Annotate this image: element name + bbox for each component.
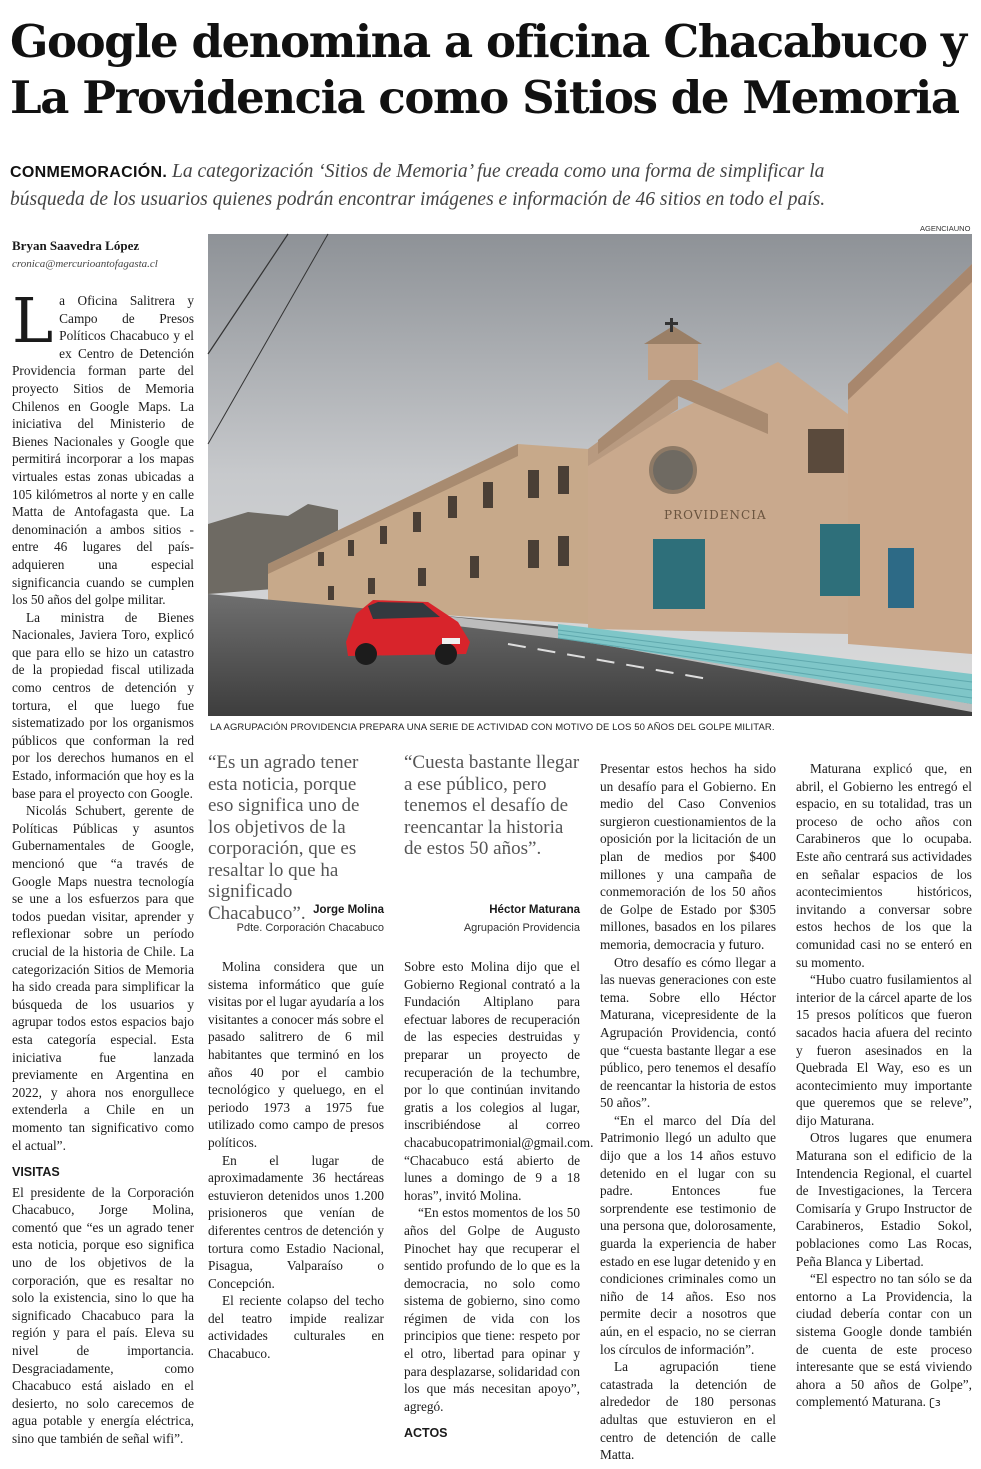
headline [10, 14, 975, 126]
article-photo [208, 234, 972, 716]
paragraph: Molina considera que un sistema informático que guíe visitas por el lugar ayudaría a los visitantes a conocer más sobre el pasado salitrero de 6 mil habitantes que terminó en los años 40 por el cambio tecnológico y queluego, en el periodo 1973 a 1975 fue utilizado como campo de presos políticos. [208, 959, 384, 1150]
paragraph: En el lugar de aproximadamente 36 hectáreas estuvieron detenidos unos 1.200 prisioneros que venían de diferentes centros de detención y tortura como Estadio Nacional, Pisagua, Valparaíso o Concepción. [208, 1152, 384, 1291]
paragraph: “En el marco del Día del Patrimonio llegó un adulto que dijo que a los 14 años estuvo detenido en el lugar con su padre. Entonces fue sorprendente ese testimonio de una persona que, dolorosamente, guarda la experiencia de haber estado en ese lugar detenido y en condiciones criminales como un niño de 14 años. Eso nos permite decir a nosotros que aún, en el espacio, no se cierran los círculos de información”. [600, 1112, 776, 1357]
paragraph: Sobre esto Molina dijo que el Gobierno Regional contrató a la Fundación Altiplano para efectuar labores de recuperación de las especies destruidas y preparar un proyecto de recuperación de la techumbre, por lo que continúan invitando gratis a los colegios al lugar, inscribiéndose al correo chacabucopatrimonial@gmail.com. “Chacabuco está abierto de lunes a domingo de 9 a 18 horas”, invitó Molina. [404, 959, 594, 1203]
paragraph: La agrupación tiene catastrada la detención de alrededor de 180 personas adultas que estuvieron en el centro de detención de calle Matta. [600, 1359, 776, 1463]
paragraph-text: “El espectro no tan sólo se da entorno a La Providencia, la ciudad debería contar con un sistema Google donde también de cuenta de este proceso interesante que se está viviendo ahora a 50 años de Golpe”, complementó Maturana. [796, 1271, 972, 1410]
headline-line-2: La Providencia como Sitios de Memoria [10, 71, 959, 124]
paragraph: “Hubo cuatro fusilamientos al interior de la cárcel aparte de los 15 presos políticos que fueron sacados hacia afuera del recinto y fueron asesinados en la Quebrada El Way, eso es un acontecimiento muy importante que queremos que se releve”, dijo Maturana. [796, 972, 972, 1128]
subheading-actos: ACTOS [404, 1426, 448, 1441]
photo-caption: LA AGRUPACIÓN PROVIDENCIA PREPARA UNA SERIE DE ACTIVIDAD CON MOTIVO DE LOS 50 AÑOS DEL GOLPE MILITAR. [210, 722, 775, 733]
paragraph: Otros lugares que enumera Maturana son el edificio de la Intendencia Regional, el cuartel de Investigaciones, la Tercera Comisaría y Grupo Instructor de Carabineros, Estadio Sokol, poblaciones como Las Rocas, Peña Blanca y Libertad. [796, 1130, 972, 1269]
author-byline: Bryan Saavedra López [12, 238, 140, 253]
author-email: cronica@mercurioantofagasta.cl [12, 258, 158, 270]
lead-line-1: La categorización ‘Sitios de Memoria’ fue creada como una forma de simplificar la [171, 161, 825, 182]
headline-line-1: Google denomina a oficina Chacabuco y [10, 15, 966, 68]
article-column-5 [796, 760, 972, 1460]
pull-quote-maturana: “Cuesta bastante llegar a ese público, pero tenemos el desafío de reencantar la historia de estos 50 años”. [404, 752, 580, 859]
end-mark: ʗɜ [929, 1396, 941, 1410]
lead-line-2: búsqueda de los usuarios quienes podrán encontrar imágenes e información de 46 sitios en todo el país. [10, 189, 826, 210]
pull-quote-molina: “Es un agrado tener esta noticia, porque eso significa uno de los objetivos de la corporación, que es resaltar lo que ha significado Chacabuco”. [208, 752, 360, 924]
subheading-visitas: VISITAS [12, 1165, 60, 1180]
lead-summary [10, 158, 975, 213]
article-column-4 [600, 760, 776, 1463]
paragraph: Presentar estos hechos ha sido un desafío para el Gobierno. En medio del Caso Convenios surgieron cuestionamientos de la oposición por la licitación de un plan de medios por $400 millones y una campaña de conmemoración de los 50 años de Golpe de Estado por $305 millones, basados en los pilares memoria, democracia y futuro. [600, 761, 776, 952]
paragraph: Otro desafío es cómo llegar a las nuevas generaciones con este tema. Sobre ello Héctor Maturana, vicepresidente de la Agrupación Providencia, contó que “cuesta bastante llegar a ese público, pero tenemos el desafío de reencantar la historia de estos 50 años”. [600, 954, 776, 1111]
photo-credit: AGENCIAUNO [920, 224, 971, 233]
section-kicker: CONMEMORACIÓN. [10, 164, 168, 181]
article-column-2 [208, 958, 384, 1418]
paragraph [796, 1270, 972, 1412]
paragraph: Maturana explicó que, en abril, el Gobierno les entregó el espacio, en su totalidad, tras un proceso de ocho años con Carabineros que lo ocupaba. Este año centrará sus actividades en señalar espacios de los acontecimientos históricos, invitando a conversar sobre estos hechos de los que la comunidad casi no se enteró en su momento. [796, 761, 972, 970]
providencia-building-illustration [208, 234, 972, 716]
paragraph: a Oficina Salitrera y Campo de Presos Políticos Chacabuco y el ex Centro de Detención Providencia forman parte del proyecto Sitios de Memoria Chilenos en Google Maps. La iniciativa del Ministerio de Bienes Nacionales y Google que permitirá incorporar a los mapas virtuales estas zonas ubicadas a 105 kilómetros al norte y en calle Matta de Antofagasta que. La denominación a ambos sitios -entre 46 lugares del país- adquieren una especial significancia cuando se cumplen los 50 años del golpe militar. [12, 293, 194, 608]
quote-name-maturana: Héctor Maturana [489, 904, 580, 916]
paragraph: “En estos momentos de los 50 años del Golpe de Augusto Pinochet hay que recuperar el sentido profundo de lo que es la democracia, no solo como sistema de gobierno, sino como régimen de vida con los principios que tiene: respeto por el otro, libertad para opinar y para desplazarse, solidaridad con los que más necesitan apoyo”, agregó. [404, 1205, 580, 1414]
building-sign: PROVIDENCIA [664, 508, 767, 522]
quote-role-maturana: Agrupación Providencia [463, 922, 580, 934]
paragraph: El presidente de la Corporación Chacabuco, Jorge Molina, comentó que “es un agrado tener esta noticia, porque eso significa uno de los objetivos de la corporación, que es resaltar no solo la existencia, sino lo que ha significado Chacabuco para la región y para el país. Eleva su nivel de importancia. Desgraciadamente, como Chacabuco está aislado en el desierto, no solo carecemos de agua potable y energía eléctrica, sino que también de señal wifi”. [12, 1184, 194, 1446]
quote-role-molina: Pdte. Corporación Chacabuco [236, 922, 384, 934]
article-column-3 [404, 958, 594, 1441]
drop-cap: L [12, 284, 54, 357]
paragraph: Nicolás Schubert, gerente de Políticas Públicas y asuntos Gubernamentales de Google, mencionó que “a través de Google Maps nuestra tecnología se une a los esfuerzos para que todos puedan visitar, aprender y reflexionar sobre un período crucial de la historia de Chile. La categorización Sitios de Memoria ha sido creada para simplificar la búsqueda de los usuarios y agrupar todos estos espacios bajo esta categoría especial. Esta iniciativa fue lanzada previamente en Argentina en 2022, y ahora nos enorgullece extenderla a Chile en un momento tan significativo como el actual”. [12, 803, 194, 1153]
article-column-1 [12, 284, 194, 1462]
quote-name-molina: Jorge Molina [313, 904, 384, 916]
paragraph: El reciente colapso del techo del teatro impide realizar actividades culturales en Chacabuco. [208, 1293, 384, 1362]
paragraph: La ministra de Bienes Nacionales, Javiera Toro, explicó que para ello se hizo un catastro de la propiedad fiscal utilizada como centros de detención y tortura, el que luego fue sistematizado por los organismos públicos que conforman la red por los derechos humanos en el Estado, información que hoy es la base para el proyecto con Google. [12, 609, 194, 801]
